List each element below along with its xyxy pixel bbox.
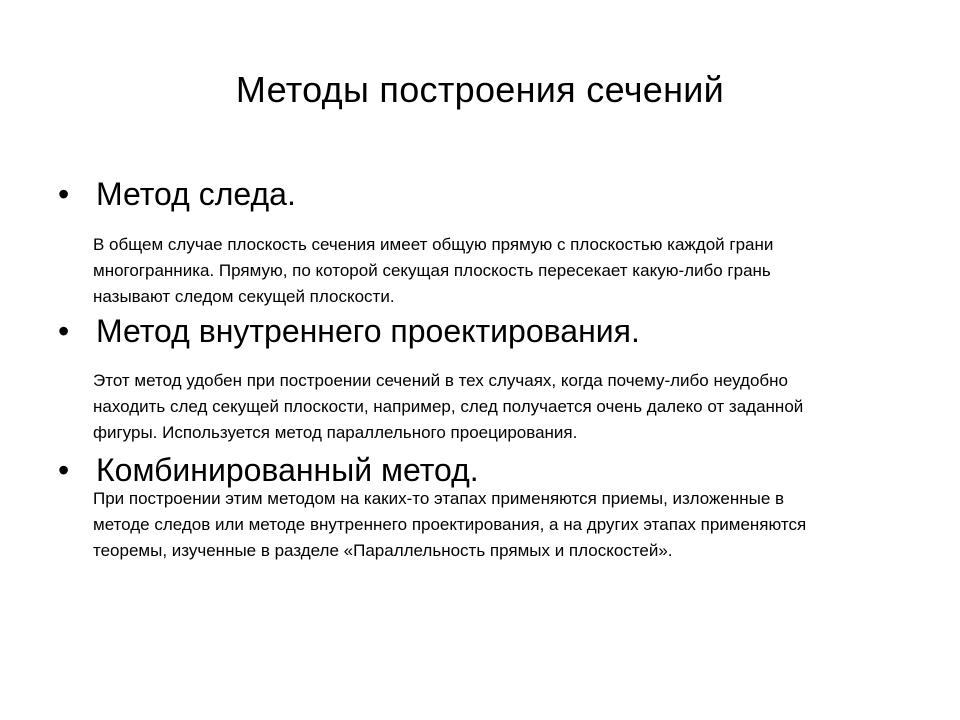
bullet-dot-icon: • [58,452,70,488]
method-combined-description [93,486,893,564]
description-line: При построении этим методом на каких-то этапах применяются приемы, изложенные в [93,489,785,508]
bullet-heading: Комбинированный метод. [96,452,479,488]
description-line: многогранника. Прямую, по которой секущая плоскость пересекает какую-либо грань [93,261,771,280]
bullet-heading: Метод внутреннего проектирования. [96,313,640,349]
description-line: называют следом секущей плоскости. [93,287,395,306]
description-line: В общем случае плоскость сечения имеет общую прямую с плоскостью каждой грани [93,235,774,254]
method-trace-description [93,232,893,310]
bullet-heading: Метод следа. [96,176,296,212]
description-line: методе следов или методе внутреннего проектирования, а на других этапах применяются [93,515,807,534]
bullet-dot-icon: • [58,313,70,349]
bullet-dot-icon: • [58,176,70,212]
description-line: находить след секущей плоскости, например, след получается очень далеко от заданной [93,397,804,416]
description-line: теоремы, изученные в разделе «Параллельность прямых и плоскостей». [93,541,673,560]
method-internal-projection-description [93,368,893,446]
description-line: фигуры. Используется метод параллельного проецирования. [93,423,578,442]
slide-title: Методы построения сечений [235,69,725,110]
description-line: Этот метод удобен при построении сечений в тех случаях, когда почему-либо неудобно [93,371,788,390]
